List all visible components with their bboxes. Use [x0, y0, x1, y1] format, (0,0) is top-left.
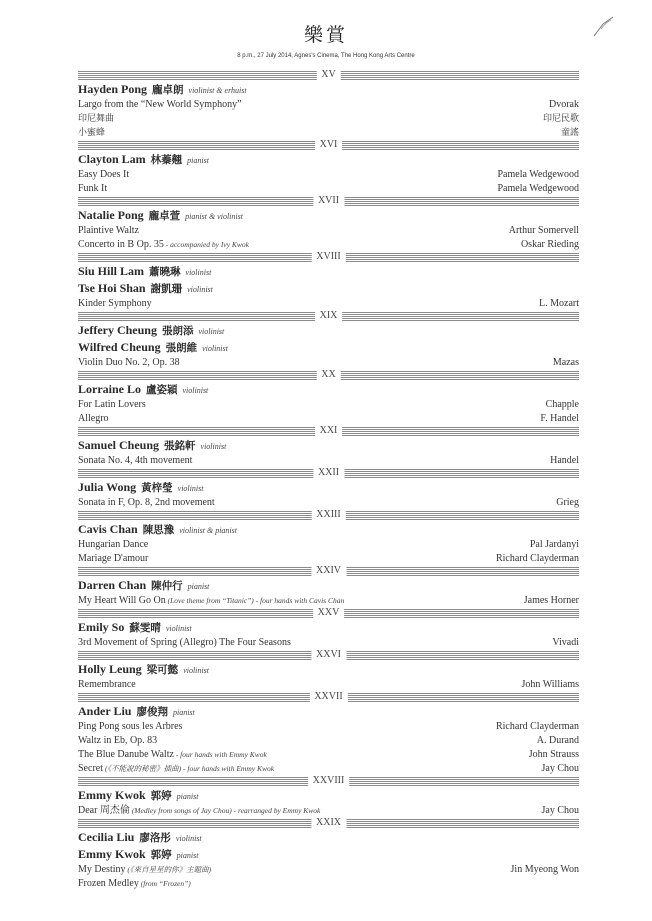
- piece-composer: Pamela Wedgewood: [497, 183, 579, 194]
- performer-chinese-name: 龐卓萱: [148, 210, 181, 222]
- performer-name: Emmy Kwok: [78, 788, 146, 802]
- piece-note: (《來自星星的你》主題曲): [125, 865, 212, 874]
- performer-chinese-name: 張朗添: [161, 325, 194, 337]
- piece-title-group: [78, 98, 242, 112]
- piece-title-group: [78, 112, 114, 126]
- piece-title: Dear 周杰倫: [78, 805, 130, 816]
- performer-chinese-name: 陳思豫: [142, 524, 175, 536]
- piece-title: Frozen Medley: [78, 878, 139, 889]
- piece-row: [78, 552, 579, 566]
- performer-role: violinist: [198, 327, 225, 336]
- performer-name: Hayden Pong: [78, 82, 148, 96]
- piece-composer: 童謠: [560, 128, 579, 138]
- piece-note: (from “Frozen”): [138, 879, 191, 888]
- performer-name: Julia Wong: [78, 480, 137, 494]
- piece-row: [78, 762, 579, 776]
- piece-composer: Chapple: [545, 399, 579, 410]
- performer-chinese-name: 陳仲行: [151, 580, 183, 592]
- performer-name: Lorraine Lo: [78, 382, 141, 396]
- piece-row: [78, 734, 579, 748]
- performer-role: violinist & erhuist: [188, 86, 247, 95]
- section-numeral: XXVI: [311, 649, 346, 661]
- piece-composer: Grieg: [556, 497, 579, 508]
- piece-title: 3rd Movement of Spring (Allegro) The Four Seasons: [78, 637, 291, 648]
- piece-title: Secret: [78, 763, 103, 774]
- piece-note: - four hands with Emmy Kwok: [173, 750, 267, 759]
- piece-row: [78, 636, 579, 650]
- section-numeral: XX: [316, 369, 340, 381]
- piece-title-group: [78, 538, 148, 552]
- performer-chinese-name: 盧姿穎: [146, 384, 178, 396]
- piece-title-group: [78, 356, 180, 370]
- piece-title-group: [78, 636, 291, 650]
- performer-role: violinist: [183, 666, 209, 675]
- section-divider: [78, 777, 579, 786]
- piece-row: [78, 168, 579, 182]
- section-divider: [78, 371, 579, 380]
- piece-composer: Jin Myeong Won: [510, 864, 579, 875]
- performer-role: violinist & pianist: [179, 526, 237, 535]
- piece-row: [78, 398, 579, 412]
- piece-row: [78, 877, 579, 891]
- piece-note: (Love theme from “Titanic”) - four hands with Cavis Chan: [165, 596, 345, 605]
- piece-title: 印尼舞曲: [78, 114, 115, 124]
- performer-chinese-name: 張朗維: [165, 342, 198, 354]
- performer-role: violinist: [187, 285, 213, 294]
- piece-row: [78, 720, 579, 734]
- piece-title: Allegro: [78, 413, 109, 424]
- performer-role: violinist: [177, 484, 204, 493]
- piece-title-group: [78, 552, 148, 566]
- piece-title-group: [78, 297, 152, 311]
- piece-title: Plaintive Waltz: [78, 225, 139, 236]
- piece-row: [78, 297, 579, 311]
- section-divider: [78, 651, 579, 660]
- section-numeral: XXVIII: [308, 775, 350, 787]
- pen-mark-icon: [591, 14, 617, 40]
- performer-chinese-name: 蕭曉琳: [149, 266, 181, 278]
- section-divider: [78, 253, 579, 262]
- piece-title: Funk It: [78, 183, 108, 194]
- piece-composer: Oskar Rieding: [520, 239, 579, 250]
- piece-composer: Richard Clayderman: [495, 721, 579, 732]
- performer-name: Tse Hoi Shan: [78, 281, 146, 295]
- piece-title-group: [78, 748, 267, 762]
- piece-row: [78, 238, 579, 252]
- piece-composer: Mazas: [552, 357, 579, 368]
- piece-note: (《不能說的秘密》插曲) - four hands with Emmy Kwok: [103, 764, 275, 773]
- section-numeral: XXVII: [309, 691, 347, 703]
- performer-row: [78, 788, 579, 804]
- piece-title: Hungarian Dance: [78, 539, 149, 550]
- performer-row: [78, 152, 579, 168]
- performer-role: pianist: [176, 792, 199, 801]
- section-divider: [78, 141, 579, 150]
- piece-row: [78, 678, 579, 692]
- piece-title-group: [78, 454, 192, 468]
- piece-composer: Pamela Wedgewood: [497, 169, 579, 180]
- piece-composer: Jay Chou: [541, 763, 579, 774]
- performer-chinese-name: 謝凱珊: [150, 283, 183, 295]
- performer-row: [78, 480, 579, 496]
- piece-title-group: [78, 804, 320, 818]
- piece-composer: A. Durand: [536, 735, 579, 746]
- piece-row: [78, 412, 579, 426]
- section-numeral: XXII: [313, 467, 344, 479]
- piece-row: [78, 594, 579, 608]
- piece-row: [78, 863, 579, 877]
- performer-role: violinist: [165, 624, 192, 633]
- piece-title-group: [78, 678, 136, 692]
- header: [0, 20, 652, 59]
- piece-composer: Vivadi: [552, 637, 579, 648]
- performer-row: [78, 323, 579, 339]
- piece-title: Mariage D'amour: [78, 553, 149, 564]
- section-numeral: XVIII: [311, 251, 345, 263]
- performer-chinese-name: 郭婷: [150, 790, 172, 802]
- piece-row: [78, 538, 579, 552]
- piece-title-group: [78, 734, 157, 748]
- piece-title: The Blue Danube Waltz: [78, 749, 174, 760]
- performer-chinese-name: 黃梓瑩: [141, 482, 173, 494]
- page-title: 樂賞: [303, 24, 348, 46]
- piece-title: For Latin Lovers: [78, 399, 146, 410]
- performer-row: [78, 208, 579, 224]
- piece-title: Ping Pong sous les Arbres: [78, 721, 183, 732]
- section-divider: [78, 609, 579, 618]
- performer-role: violinist: [182, 386, 209, 395]
- piece-composer: Jay Chou: [541, 805, 579, 816]
- performer-row: [78, 340, 579, 356]
- performer-chinese-name: 廖洛彤: [139, 832, 171, 844]
- piece-composer: John Strauss: [528, 749, 579, 760]
- piece-row: [78, 748, 579, 762]
- performer-name: Wilfred Cheung: [78, 340, 161, 354]
- piece-note: (Medley from songs of Jay Chou) - rearranged by Emmy Kwok: [129, 806, 321, 815]
- piece-title-group: [78, 224, 139, 238]
- performer-chinese-name: 張銘軒: [164, 440, 196, 452]
- performer-name: Samuel Cheung: [78, 438, 160, 452]
- performer-row: [78, 264, 579, 280]
- piece-composer: F. Handel: [540, 413, 579, 424]
- performer-role: pianist: [176, 851, 199, 860]
- piece-row: [78, 224, 579, 238]
- performer-name: Clayton Lam: [78, 152, 146, 166]
- performer-role: violinist: [185, 268, 212, 277]
- piece-title-group: [78, 863, 211, 877]
- performer-row: [78, 662, 579, 678]
- piece-composer: Handel: [550, 455, 579, 466]
- performer-name: Emily So: [78, 620, 125, 634]
- piece-title: Sonata No. 4, 4th movement: [78, 455, 193, 466]
- section-numeral: XXIX: [311, 817, 346, 829]
- performer-name: Natalie Pong: [78, 208, 144, 222]
- performer-row: [78, 847, 579, 863]
- piece-title-group: [78, 496, 215, 510]
- piece-row: [78, 126, 579, 140]
- piece-title-group: [78, 182, 107, 196]
- section-numeral: XVI: [315, 139, 343, 151]
- piece-title: 小蜜蜂: [78, 128, 106, 138]
- piece-row: [78, 496, 579, 510]
- piece-composer: Arthur Somervell: [508, 225, 579, 236]
- piece-composer: John Williams: [521, 679, 579, 690]
- performer-row: [78, 382, 579, 398]
- section-divider: [78, 197, 579, 206]
- piece-row: [78, 454, 579, 468]
- performer-name: Ander Liu: [78, 704, 132, 718]
- performer-name: Siu Hill Lam: [78, 264, 145, 278]
- performer-row: [78, 281, 579, 297]
- piece-title: Violin Duo No. 2, Op. 38: [78, 357, 180, 368]
- piece-composer: 印尼民歌: [542, 114, 579, 124]
- performer-row: [78, 82, 579, 98]
- performer-name: Cavis Chan: [78, 522, 138, 536]
- piece-composer: James Horner: [523, 595, 579, 606]
- performer-role: pianist: [187, 156, 209, 165]
- performer-chinese-name: 廖俊翔: [136, 706, 168, 718]
- performer-name: Jeffery Cheung: [78, 323, 157, 337]
- performer-row: [78, 578, 579, 594]
- piece-title-group: [78, 126, 105, 140]
- program-list: [78, 70, 579, 891]
- event-details: 8 p.m., 27 July 2014, Agnes's Cinema, The Hong Kong Arts Centre: [237, 53, 415, 59]
- section-divider: [78, 427, 579, 436]
- piece-title-group: [78, 398, 146, 412]
- piece-title: Easy Does It: [78, 169, 130, 180]
- piece-composer: Pal Jardanyi: [529, 539, 579, 550]
- section-numeral: XXIII: [311, 509, 345, 521]
- piece-composer: Dvorak: [549, 99, 579, 110]
- piece-title-group: [78, 412, 109, 426]
- piece-title: My Heart Will Go On: [78, 595, 166, 606]
- piece-title: Waltz in Eb, Op. 83: [78, 735, 158, 746]
- performer-row: [78, 620, 579, 636]
- piece-title: Concerto in B Op. 35: [78, 239, 164, 250]
- performer-chinese-name: 林蓁翹: [150, 154, 183, 166]
- performer-name: Holly Leung: [78, 662, 142, 676]
- performer-row: [78, 830, 579, 846]
- piece-row: [78, 112, 579, 126]
- performer-name: Emmy Kwok: [78, 847, 146, 861]
- piece-title-group: [78, 238, 249, 252]
- section-numeral: XXV: [313, 607, 345, 619]
- performer-role: violinist: [200, 442, 227, 451]
- piece-composer: Richard Clayderman: [495, 553, 579, 564]
- piece-row: [78, 356, 579, 370]
- piece-title: Largo from the “New World Symphony”: [78, 99, 242, 110]
- piece-row: [78, 804, 579, 818]
- performer-role: pianist: [172, 708, 195, 717]
- section-numeral: XXIV: [311, 565, 346, 577]
- performer-row: [78, 704, 579, 720]
- piece-title-group: [78, 720, 182, 734]
- piece-title-group: [78, 594, 344, 608]
- performer-row: [78, 522, 579, 538]
- piece-title: Sonata in F, Op. 8, 2nd movement: [78, 497, 215, 508]
- performer-role: violinist: [175, 834, 202, 843]
- piece-note: - accompanied by Ivy Kwok: [163, 240, 250, 249]
- piece-title-group: [78, 168, 129, 182]
- performer-role: pianist: [187, 582, 210, 591]
- piece-composer: L. Mozart: [539, 298, 579, 309]
- section-divider: [78, 511, 579, 520]
- performer-role: violinist: [202, 344, 228, 353]
- section-divider: [78, 819, 579, 828]
- performer-chinese-name: 蘇雯晴: [129, 622, 161, 634]
- piece-title: My Destiny: [78, 864, 126, 875]
- performer-chinese-name: 梁可懿: [146, 664, 179, 676]
- performer-chinese-name: 龐卓朗: [152, 84, 184, 96]
- section-divider: [78, 469, 579, 478]
- section-divider: [78, 71, 579, 80]
- piece-title-group: [78, 877, 191, 891]
- piece-title-group: [78, 762, 274, 776]
- performer-name: Darren Chan: [78, 578, 147, 592]
- section-numeral: XV: [316, 69, 340, 81]
- section-numeral: XXI: [315, 425, 343, 437]
- performer-chinese-name: 郭婷: [150, 849, 172, 861]
- piece-title: Kinder Symphony: [78, 298, 152, 309]
- performer-row: [78, 438, 579, 454]
- section-divider: [78, 693, 579, 702]
- section-numeral: XIX: [315, 310, 343, 322]
- section-divider: [78, 312, 579, 321]
- section-numeral: XVII: [313, 195, 344, 207]
- section-divider: [78, 567, 579, 576]
- piece-title: Remembrance: [78, 679, 136, 690]
- performer-role: pianist & violinist: [185, 212, 243, 221]
- performer-name: Cecilia Liu: [78, 830, 135, 844]
- piece-row: [78, 98, 579, 112]
- piece-row: [78, 182, 579, 196]
